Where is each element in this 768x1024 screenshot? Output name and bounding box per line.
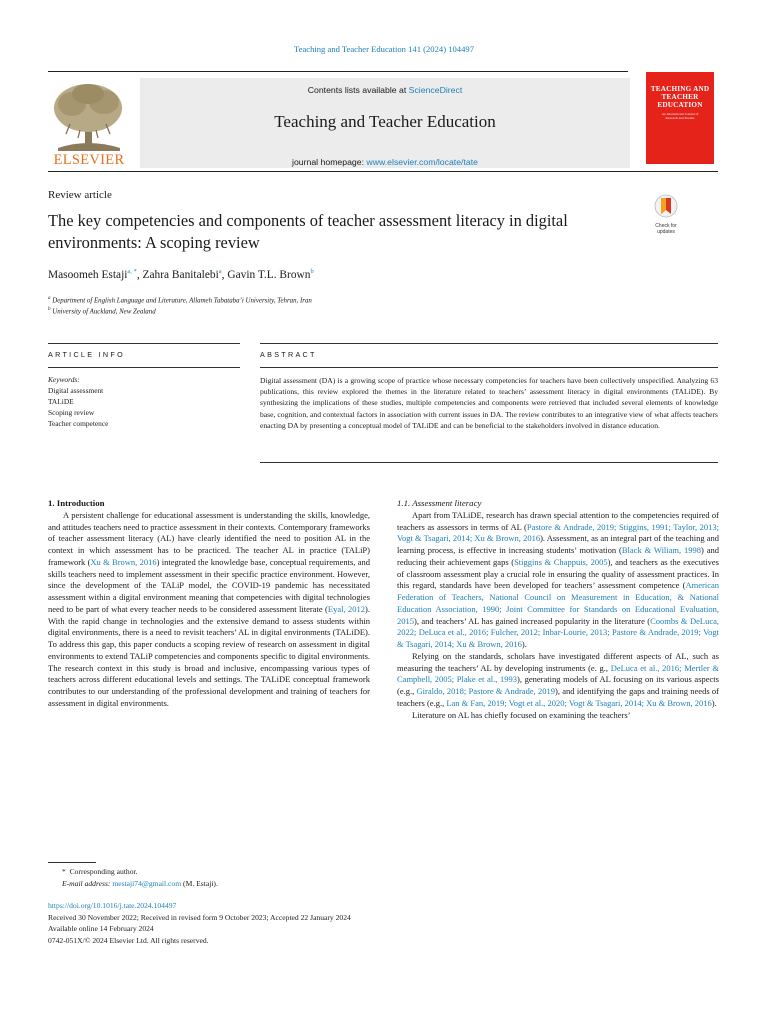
received-dates: Received 30 November 2022; Received in revised form 9 October 2023; Accepted 22 January 2024 xyxy=(48,912,351,922)
keyword: TALiDE xyxy=(48,397,74,406)
article-info-heading: ARTICLE INFO xyxy=(48,350,125,359)
body-paragraph: A persistent challenge for educational assessment is understanding the skills, knowledge, and attitudes teachers need to practice assessment in their contexts. Contemporary frameworks of teacher assessment literacy (AL) have clearly identified the need to position AL in the context in which assessment has to be practiced. The teacher AL in practice (TALiP) framework (Xu & Brown, 2016) integrated the knowledge base, conceptual requirements, and skills teachers need to implement assessment in their specific practice environment. However, since the development of the TALiP model, the COVID-19 pandemic has necessitated assessment within a digital environment meaning that competencies with digital technologies need to be part of what every teacher needs to be considered assessment literate (Eyal, 2012). With the rapid change in technologies and the extensive demand to assess students within digital environments, there is a need to revisit teachers’ AL in digital environments (TALiDE). To address this gap, this paper conducts a scoping review of research on assessment in digital environments to extend TALiP competencies and components specific to digital environments. The research context in this study is broad and inclusive, encompassing various types of teachers across different educational levels and settings. The TALiDE conceptual framework contributes to our understanding of the professional development and training of teachers for assessment in digital environments. xyxy=(48,509,371,708)
keyword: Digital assessment xyxy=(48,386,104,395)
article-type: Review article xyxy=(48,189,112,201)
abstract-heading: ABSTRACT xyxy=(260,350,317,359)
copyright: 0742-051X/© 2024 Elsevier Ltd. All rights reserved. xyxy=(48,935,209,945)
cover-subtitle: An International Journal of Research and Studies xyxy=(661,112,699,120)
divider xyxy=(260,343,718,344)
divider xyxy=(260,367,718,368)
check-updates-button[interactable] xyxy=(646,194,686,234)
body-paragraph: Relying on the standards, scholars have investigated different aspects of AL, such as measuring the teachers’ AL by developing instruments (e. g., DeLuca et al., 2016; Mertler & Campbell, 2005; Plake et al., 1993), generating models of AL focusing on its various aspects (e.g., Giraldo, 2018; Pastore & Andrade, 2019), and identifying the gaps and training needs of teachers (e.g., Lan & Fan, 2019; Vogt et al., 2020; Vogt & Tsagari, 2014; Xu & Brown, 2016). xyxy=(397,650,720,708)
divider xyxy=(48,343,240,344)
homepage-link[interactable]: www.elsevier.com/locate/tate xyxy=(366,157,478,167)
author-name[interactable]: Zahra Banitalebi xyxy=(142,268,219,281)
corresponding-author-note: * Corresponding author. xyxy=(62,867,138,876)
doi-link[interactable]: https://doi.org/10.1016/j.tate.2024.104497 xyxy=(48,901,177,910)
email-line: E-mail address: mestaji74@gmail.com (M. Estaji). xyxy=(62,879,218,888)
affiliation: $^b$ University of Auckland, New Zealand xyxy=(48,307,156,316)
author-name[interactable]: Gavin T.L. Brown xyxy=(227,268,311,281)
online-date: Available online 14 February 2024 xyxy=(48,924,154,933)
keywords-label: Keywords: xyxy=(48,375,80,384)
contents-line: Contents lists available at ScienceDirect xyxy=(307,85,463,95)
keyword: Teacher competence xyxy=(48,419,109,428)
body-paragraph: Apart from TALiDE, research has drawn special attention to the competencies required of teachers as assessors in terms of AL (Pastore & Andrade, 2019; Stiggins, 1991; Taylor, 2013; Vogt & Tsagari, 2014; Xu & Brown, 2016). Assessment, as an integral part of the teaching and learning process, is effective in increasing students’ motivation (Black & Wiliam, 1998) and reducing their achievement gaps (Stiggins & Chappuis, 2005), and teachers as the executives of classroom assessment play a crucial role in ensuring the quality of assessment practices. In this regard, standards have been developed for teachers’ assessment competence (American Federation of Teachers, National Council on Measurement in Education, & National Education Association, 1990; Joint Committee for Standards on Educational Evaluation, 2015), and teachers’ AL has gained increased popularity in the literature (Coombs & DeLuca, 2022; DeLuca et al., 2016; Fulcher, 2012; Inbar-Lourie, 2013; Pastore & Andrade, 2019; Vogt & Tsagari, 2014; Xu & Brown, 2016). xyxy=(397,509,719,649)
keywords-block xyxy=(48,374,238,429)
author-affiliation-mark[interactable]: a xyxy=(218,268,222,275)
author-name[interactable]: Masoomeh Estaji xyxy=(48,268,128,281)
divider xyxy=(48,367,240,368)
body-column-right xyxy=(397,498,719,721)
author-list: Masoomeh Estaji$^{a, *}$, Zahra Banitalebi$^a$, Gavin T.L. Brown$^b$ xyxy=(48,268,314,281)
author-affiliation-mark[interactable]: a, * xyxy=(127,268,137,275)
sciencedirect-link[interactable]: ScienceDirect xyxy=(408,85,463,95)
article-title: The key competencies and components of teacher assessment literacy in digital environments: A scoping review xyxy=(48,211,568,252)
publication-info xyxy=(48,900,351,946)
publisher-name: ELSEVIER xyxy=(53,152,125,168)
journal-banner xyxy=(140,78,630,168)
author-affiliation-mark[interactable]: b xyxy=(310,268,314,275)
cover-title: TEACHING AND TEACHER EDUCATION xyxy=(650,85,710,109)
bookmark-icon xyxy=(654,194,678,218)
journal-citation[interactable]: Teaching and Teacher Education 141 (2024) 104497 xyxy=(293,44,474,54)
section-heading-assessment-literacy: 1.1. Assessment literacy xyxy=(397,498,482,508)
body-paragraph: Literature on AL has chiefly focused on examining the teachers’ xyxy=(412,709,631,720)
keyword: Scoping review xyxy=(48,408,95,417)
body-column-left xyxy=(48,498,370,710)
affiliation: $^a$ Department of English Language and Literature, Allameh Tabataba’i University, Tehran, Iran xyxy=(48,296,312,305)
journal-title: Teaching and Teacher Education xyxy=(274,112,496,131)
section-heading-introduction: 1. Introduction xyxy=(48,498,105,508)
elsevier-logo xyxy=(48,78,130,170)
abstract-text: Digital assessment (DA) is a growing scope of practice whose necessary competencies for teachers have been collectively unspecified. Analyzing 63 publications, this review explored the themes in the literature related to teachers’ assessment literacy in digital environments (TALiDE). By synthesizing the implications of these studies, multiple competencies and components were retrieved that included several elements of knowledge base, cognition, and contextual factors in association with current issues in DA. The review contributes to an integrative view of what affects teachers enacting DA by presenting a conceptual model of TALiDE and can be beneficial to the stakeholders involved in distance education. xyxy=(260,376,718,430)
check-updates-label: Check for updates xyxy=(655,223,677,235)
journal-header xyxy=(48,72,628,168)
footnote xyxy=(48,866,218,890)
journal-cover[interactable] xyxy=(646,72,714,164)
homepage-line: journal homepage: www.elsevier.com/locate/tate xyxy=(292,157,478,167)
divider xyxy=(260,462,718,463)
header-bottom-rule xyxy=(48,171,718,172)
footnote-rule xyxy=(48,862,96,863)
email-link[interactable]: mestaji74@gmail.com xyxy=(112,879,182,888)
